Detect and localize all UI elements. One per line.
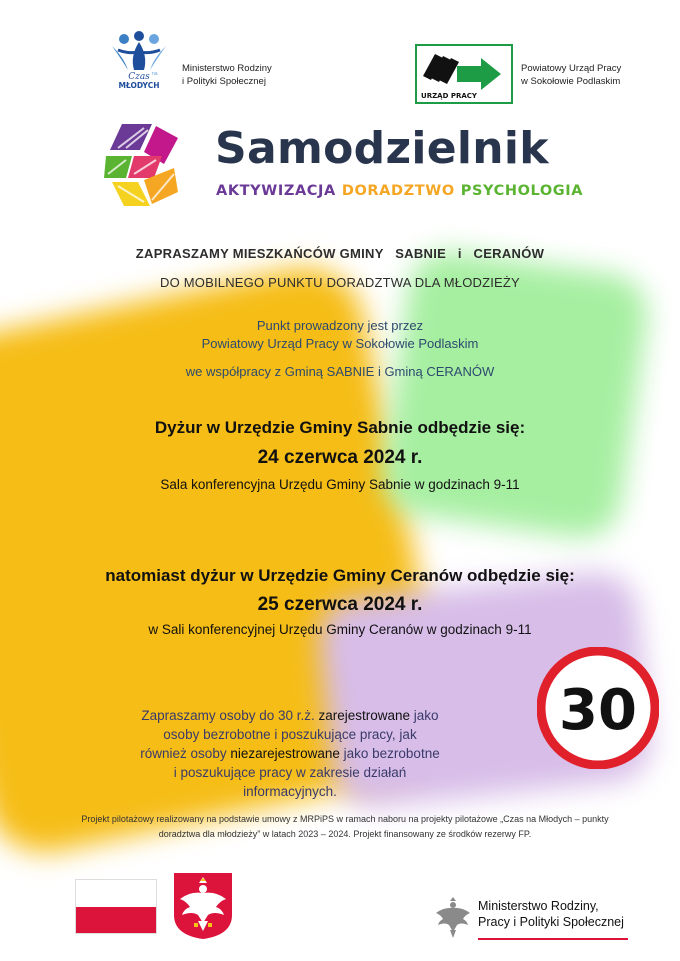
age-text-unregistered: niezarejestrowane [230,746,340,761]
run-by-line-1: Punkt prowadzony jest przez [256,318,424,333]
background-green-shape [378,247,653,543]
age-text-part3: jako bezrobotne i poszukujące pracy w zakresie działań informacyjnych. [173,746,440,799]
samodzielnik-logo-icon [104,120,182,210]
polish-emblem-icon [172,871,234,941]
ministry-eagle-icon [434,896,472,940]
ministry-top-line1: Ministerstwo Rodziny [182,63,272,74]
urzad-pracy-logo [415,44,513,104]
pup-label [521,62,621,88]
pup-logo-label: URZĄD PRACY [421,92,477,100]
run-by-line-2: Powiatowy Urząd Pracy w Sokołowie Podlaskim [201,336,479,351]
age-text-registered: zarejestrowane [318,708,411,723]
czas-logo-text-top: Czas [128,72,150,82]
brand-sub-psychologia: PSYCHOLOGIA [460,183,584,199]
age-limit-number: 30 [559,678,637,743]
ministry-top-line2: i Polityki Społecznej [182,76,266,87]
pup-line1: Powiatowy Urząd Pracy [521,63,622,74]
project-funding-note: Projekt pilotażowy realizowany na podstawie umowy z MRPiPS w ramach naboru na projekty pilotażowe „Czas na Młodych – punkty doradztwa dla młodzieży” w latach 2023 – 2024. Projekt finansowany ze środków rezerwy FP. [81,814,609,839]
invite-line-2: DO MOBILNEGO PUNKTU DORADZTWA DLA MŁODZIEŻY [160,275,520,290]
duty1-place: Sala konferencyjna Urzędu Gminy Sabnie w godzinach 9-11 [160,477,520,492]
duty2-heading: natomiast dyżur w Urzędzie Gminy Ceranów odbędzie się: [105,566,575,585]
duty2-date: 25 czerwca 2024 r. [257,594,423,615]
brand-sub-aktywizacja: AKTYWIZACJA [216,183,336,199]
duty2-place: w Sali konferencyjnej Urzędu Gminy Ceranów w godzinach 9-11 [148,622,532,637]
brand-subtitle [216,183,589,199]
brand-title: Samodzielnik [215,123,549,174]
ministry-top-label [182,62,272,88]
age-text-part2: jako osoby bezrobotne i poszukujące pracy, jak również osoby [140,708,439,761]
cooperation-line: we współpracy z Gminą SABNIE i Gminą CERANÓW [185,364,495,379]
pup-line2: w Sokołowie Podlaskim [521,76,621,87]
ministry-bottom-label [478,898,624,930]
age-limit-sign-icon [537,647,659,769]
ministry-bottom-line1: Ministerstwo Rodziny, [478,899,599,913]
brand-sub-doradztwo: DORADZTWO [341,183,455,199]
invite-line-1: ZAPRASZAMY MIESZKAŃCÓW GMINY SABNIE i CERANÓW [135,246,545,261]
ministry-bottom-line2: Pracy i Polityki Społecznej [478,915,624,929]
polish-flag-icon [75,879,157,934]
ministry-red-rule [478,938,628,940]
czas-logo-text-na: na [152,71,158,77]
czas-na-mlodych-logo [108,30,170,90]
duty1-date: 24 czerwca 2024 r. [257,447,423,468]
czas-logo-text-bottom: MŁODYCH [118,81,160,90]
age-text-part1: Zapraszamy osoby do 30 r.ż. [141,708,319,723]
age-eligibility-text [140,706,440,801]
duty1-heading: Dyżur w Urzędzie Gminy Sabnie odbędzie się: [154,418,526,437]
